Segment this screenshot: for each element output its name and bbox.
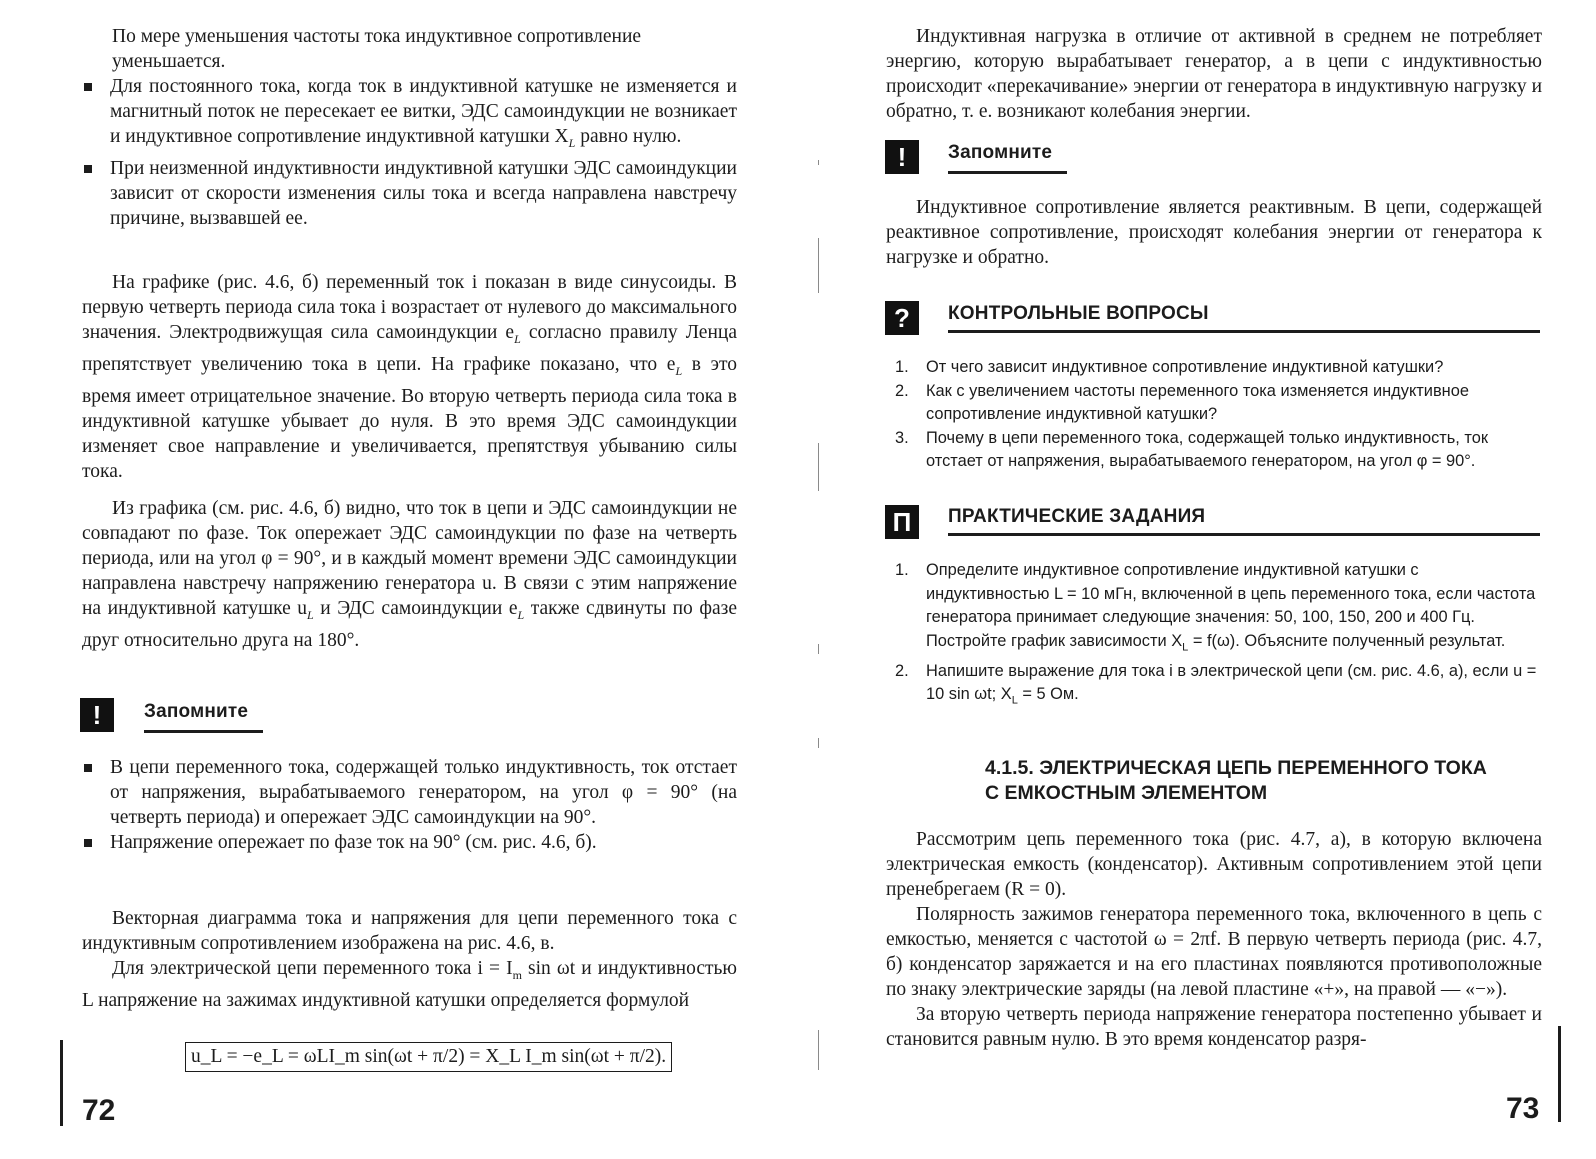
question-item <box>893 356 1543 380</box>
bullet-text: Для постоянного тока, когда ток в индуктивной катушке не изменяется и магнитный поток не пересекает ее витки, ЭДС самоиндукции не возникает и индуктивное сопротивление индуктивной катушки X <box>110 76 737 147</box>
paragraph-text: в это время имеет отрицательное значение. Во вторую четверть периода сила тока в индуктивной катушке убывает до нуля. В это время ЭДС самоиндукции изменяет свое направление и увеличивается, препятствуя убыванию силы тока. <box>82 353 738 482</box>
phase-paragraph <box>82 496 737 653</box>
section-title: С ЕМКОСТНЫМ ЭЛЕМЕНТОМ <box>985 782 1268 804</box>
paragraph-text: sin ωt и индуктивностью L напряжение на зажимах индуктивной катушки определяется формулой <box>82 958 737 1011</box>
subscript: L <box>675 363 683 378</box>
vector-paragraph: Векторная диаграмма тока и напряжения для цепи переменного тока с индуктивным сопротивлением изображена на рис. 4.6, в. <box>82 908 737 954</box>
formula-paragraph <box>82 956 737 1013</box>
question-text: Почему в цепи переменного тока, содержащей только индуктивность, ток отстает от напряжения, вырабатываемого генератором, на угол φ = 90°. <box>926 428 1489 471</box>
paragraph-text: и ЭДС самоиндукции e <box>313 598 518 619</box>
subscript: L <box>307 607 314 622</box>
paragraph-text: согласно правилу Ленца препятствует увеличению тока в цепи. На графике показано, что e <box>82 322 737 375</box>
questions-heading: КОНТРОЛЬНЫЕ ВОПРОСЫ <box>948 303 1209 324</box>
task-text: Напишите выражение для тока i в электрической цепи (см. рис. 4.6, а), если u = 10 sin ωt; X <box>926 661 1537 704</box>
formula-text: u_L = −e_L = ωLI_m sin(ωt + π/2) = X_L I_m sin(ωt + π/2). <box>191 1046 667 1067</box>
remember-bullets <box>82 755 737 855</box>
exclamation-icon: ! <box>80 698 114 732</box>
task-item <box>893 559 1543 660</box>
subscript: L <box>1182 641 1189 654</box>
question-number: 2. <box>895 381 909 400</box>
remember-heading: Запомните <box>948 142 1053 163</box>
question-item <box>893 380 1543 427</box>
question-text: От чего зависит индуктивное сопротивление индуктивной катушки? <box>926 358 1444 376</box>
heading-underline <box>144 730 263 733</box>
text-line: уменьшается. <box>112 51 226 72</box>
page-number: 73 <box>1506 1092 1540 1125</box>
task-text-end: = f(ω). Объясните полученный результат. <box>1188 631 1506 650</box>
bullet-text: При неизменной индуктивности индуктивной катушки ЭДС самоиндукции зависит от скорости изменения силы тока и всегда направлена навстречу причине, вызвавшей ее. <box>110 157 737 229</box>
intro-paragraph <box>82 24 737 231</box>
intro-paragraph: Индуктивная нагрузка в отличие от активной в среднем не потребляет энергию, которую вырабатывает генератор, а в цепи с индуктивностью происходит «перекачивание» энергии от генератора в индуктивную нагрузку и обратно, т. е. возникают колебания энергии. <box>886 26 1542 122</box>
graph-paragraph <box>82 270 737 484</box>
subscript: L <box>514 331 521 346</box>
page-edge-bar <box>60 1040 63 1126</box>
text-line: По мере уменьшения частоты тока индуктивное сопротивление <box>112 26 642 47</box>
page-number: 72 <box>82 1094 116 1127</box>
subscript: L <box>517 607 525 622</box>
bullet-item: В цепи переменного тока, содержащей только индуктивность, ток отстает от напряжения, вырабатываемого генератором, на угол φ = 90° (на четверть периода) и опережает ЭДС самоиндукции на 90°. <box>82 755 737 830</box>
remember-heading: Запомните <box>144 701 249 722</box>
question-number: 1. <box>895 358 909 376</box>
bullet-item <box>82 156 737 231</box>
task-item <box>893 660 1543 713</box>
remember-paragraph: Индуктивное сопротивление является реактивным. В цепи, содержащей реактивное сопротивление, происходят колебания энергии от генератора к нагрузке и обратно. <box>886 197 1542 268</box>
subscript: m <box>512 967 522 982</box>
subscript: L <box>568 135 576 150</box>
bullet-item: Напряжение опережает по фазе ток на 90° (см. рис. 4.6, б). <box>82 830 737 855</box>
paragraph: За вторую четверть периода напряжение генератора постепенно убывает и становится равным нулю. В это время конденсатор разря- <box>886 1004 1542 1050</box>
paragraph: Полярность зажимов генератора переменного тока, включенного в цепь с емкостью, меняется с частотой ω = 2πf. В первую четверть периода (рис. 4.7, б) конденсатор заряжается и на его пластинах появляются противоположные по знаку электрические заряды (на левой пластине «+», на правой — «−»). <box>886 904 1542 1000</box>
section-title: 4.1.5. ЭЛЕКТРИЧЕСКАЯ ЦЕПЬ ПЕРЕМЕННОГО ТОКА <box>985 757 1487 779</box>
task-number: 2. <box>895 661 909 680</box>
heading-underline <box>948 171 1067 174</box>
task-number: 1. <box>895 561 909 579</box>
task-text: Определите индуктивное сопротивление индуктивной катушки с индуктивностью L = 10 мГн, включенной в цепь переменного тока, если частота генератора принимает следующие значения: 50, 100, 150, 200 и 400 Гц. Постройте график зависимости X <box>926 561 1536 650</box>
bullet-item <box>82 74 737 156</box>
question-number: 3. <box>895 428 909 447</box>
paragraph-text: На графике (рис. 4.6, б) переменный ток i показан в виде синусоиды. В первую четверть периода сила тока i возрастает от нулевого до максимального значения. Электродвижущая сила самоиндукции e <box>82 272 737 343</box>
subscript: L <box>1011 694 1018 707</box>
paragraph: Рассмотрим цепь переменного тока (рис. 4.7, а), в которую включена электрическая емкость (конденсатор). Активным сопротивлением этой цепи пренебрегаем (R = 0). <box>886 829 1542 900</box>
task-text-end: = 5 Ом. <box>1017 685 1079 704</box>
page-edge-bar <box>1558 1026 1561 1122</box>
bullet-text-end: равно нулю. <box>575 126 682 147</box>
tasks-list <box>893 559 1543 713</box>
paragraph-text: Для электрической цепи переменного тока i = I <box>112 958 513 979</box>
capacitor-section <box>886 827 1542 1052</box>
question-icon: ? <box>885 301 919 335</box>
exclamation-icon: ! <box>885 140 919 174</box>
tasks-heading: ПРАКТИЧЕСКИЕ ЗАДАНИЯ <box>948 506 1206 527</box>
question-text: Как с увеличением частоты переменного тока изменяется индуктивное сопротивление индуктивной катушки? <box>926 381 1469 424</box>
task-icon: П <box>885 505 919 539</box>
right-page <box>800 0 1596 1159</box>
heading-underline <box>948 533 1540 536</box>
paragraph-text: Из графика (см. рис. 4.6, б) видно, что ток в цепи и ЭДС самоиндукции не совпадают по фазе. Ток опережает ЭДС самоиндукции по фазе на четверть периода, или на угол φ = 90°, и в каждый момент времени ЭДС самоиндукции направлена навстречу напряжению генератора u. В связи с этим напряжение на индуктивной катушке u <box>82 498 737 619</box>
questions-list <box>893 356 1543 474</box>
paragraph-text: также сдвинуты по фазе друг относительно друга на 180°. <box>82 598 737 651</box>
question-item <box>893 427 1543 474</box>
inductance-formula <box>185 1042 672 1072</box>
heading-underline <box>948 330 1540 333</box>
